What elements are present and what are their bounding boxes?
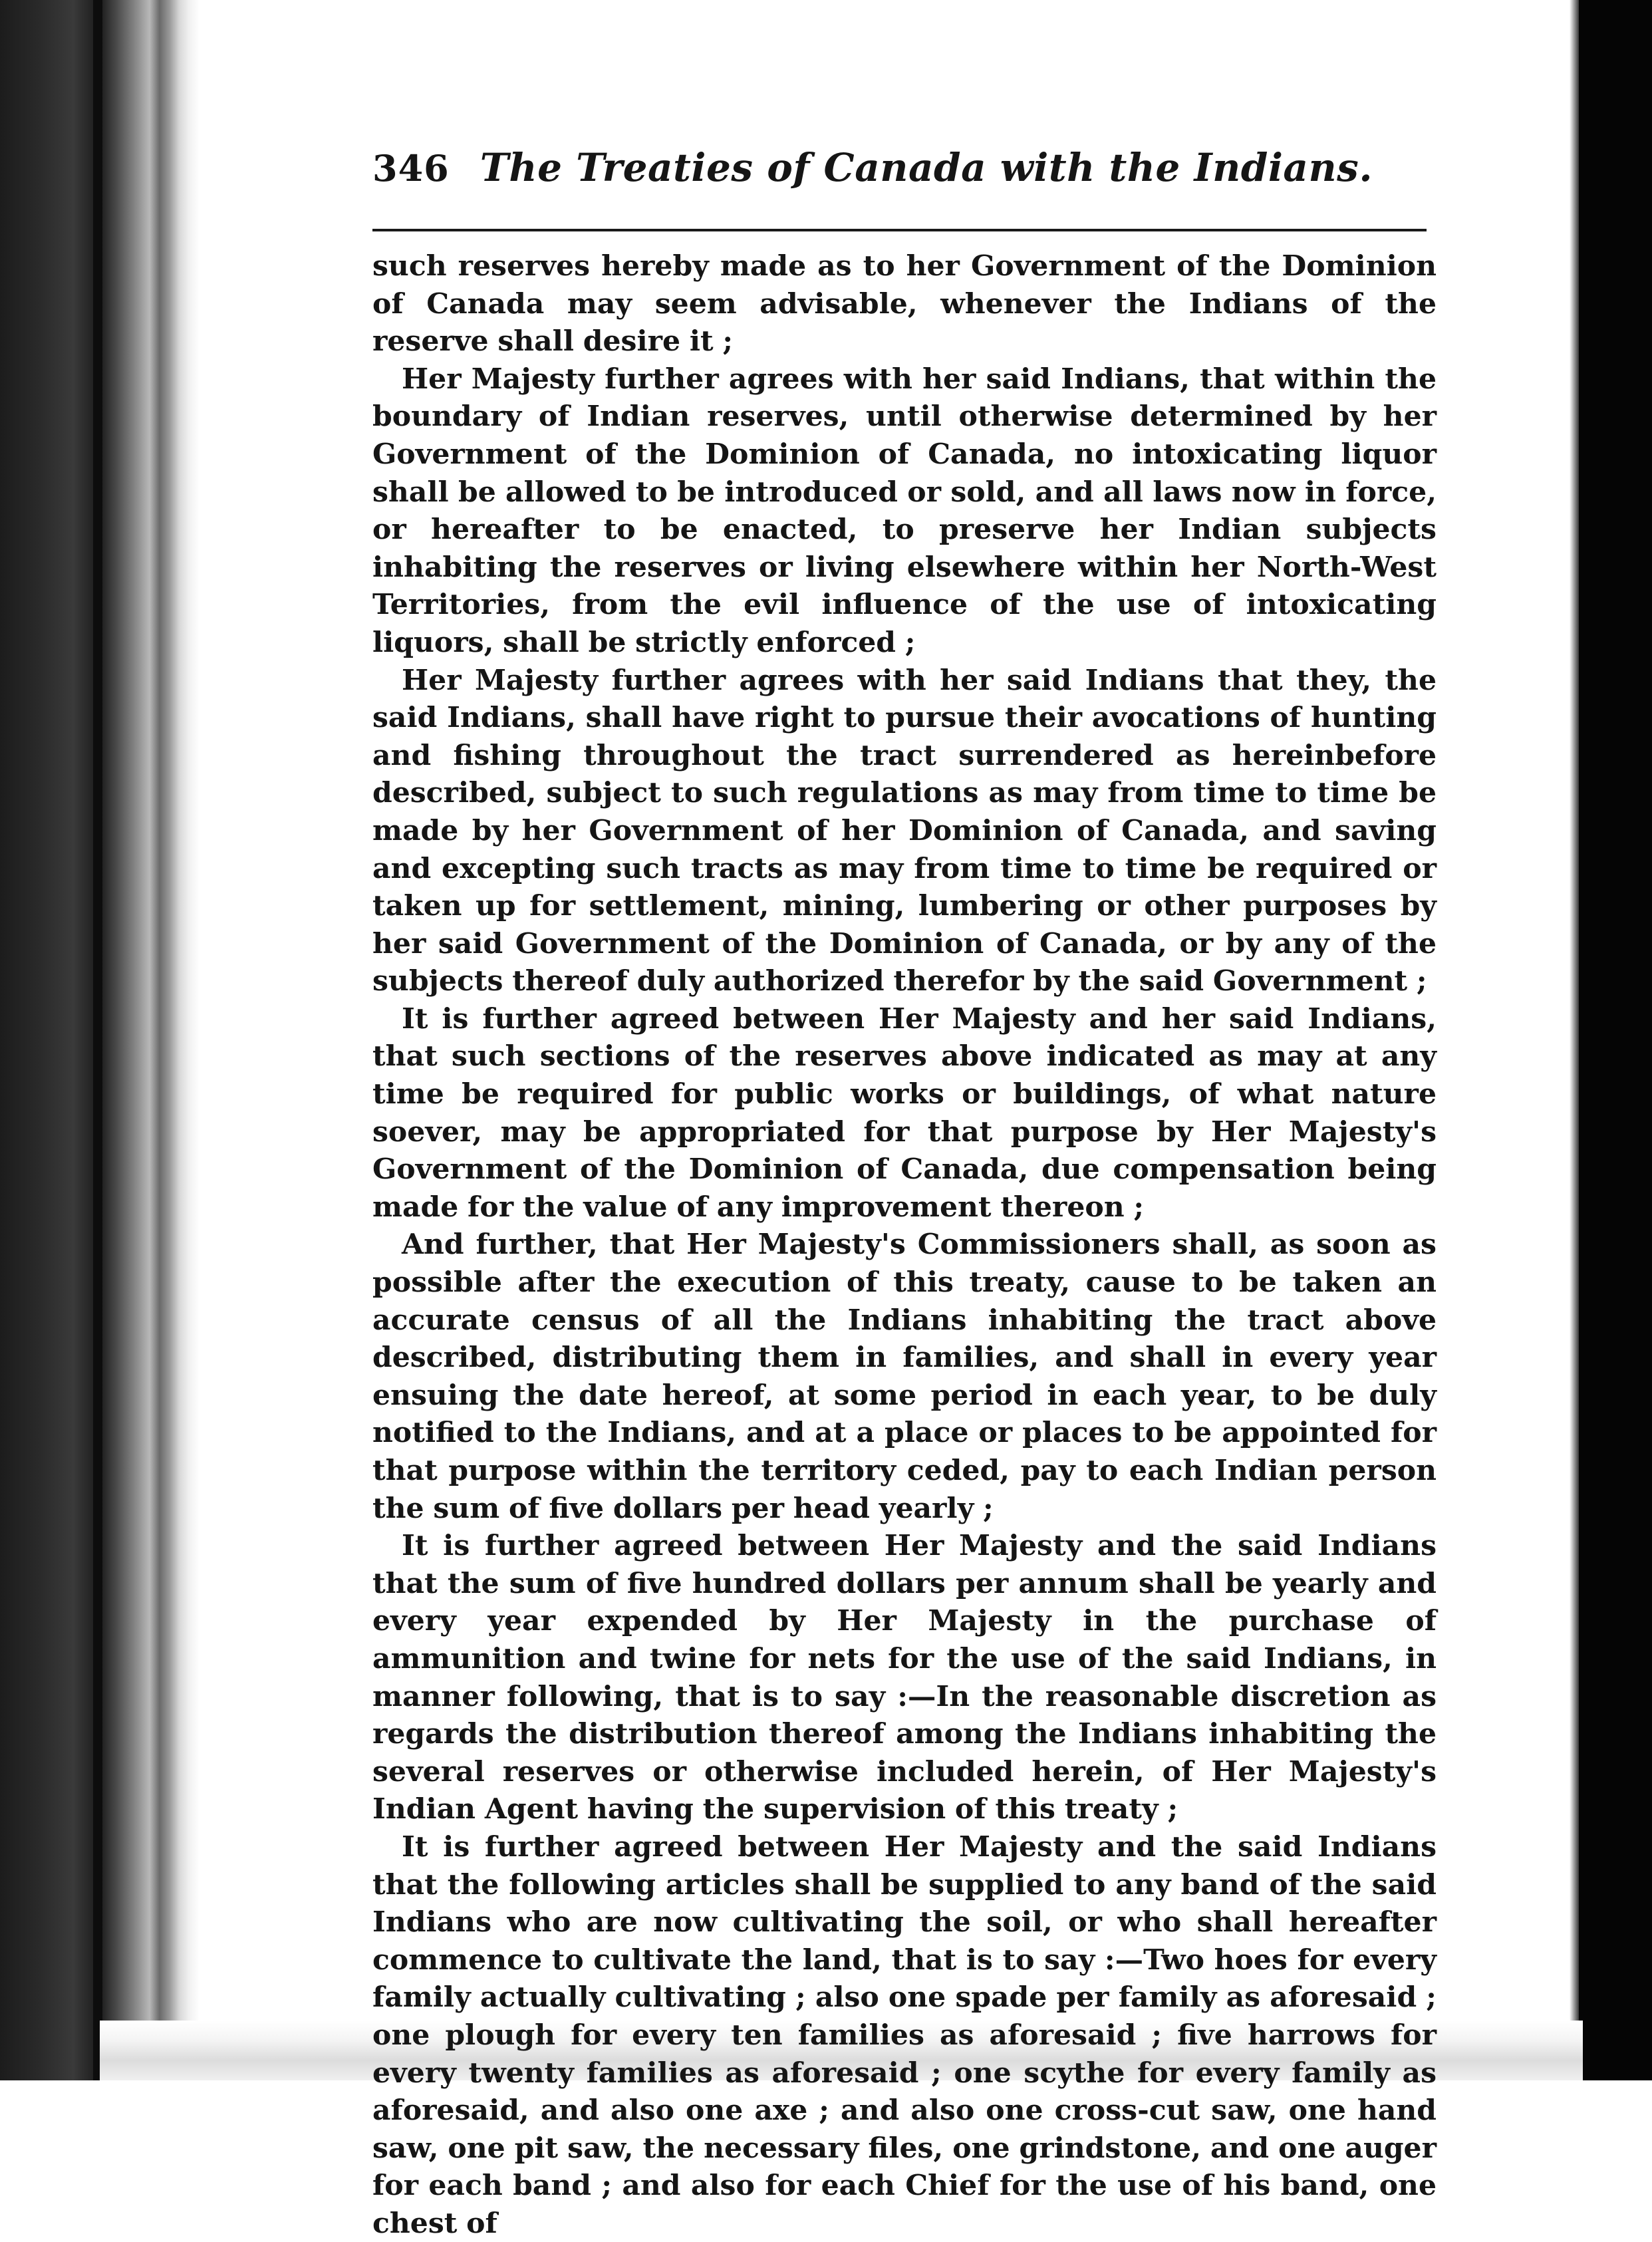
book-spine-edge	[0, 0, 200, 2080]
running-head	[372, 145, 1437, 209]
paragraph-ammunition-twine: It is further agreed between Her Majesty and the said Indians that the sum of five hundred dollars per annum shall be yearly and every year expended by Her Majesty in the purchase of ammunition and twine for nets for the use of the said Indians, in manner following, that is to say :—In the reasonable discretion as regards the distribution thereof among the Indians inhabiting the several reserves or otherwise included herein, of Her Majesty's Indian Agent having the supervision of this treaty ;	[372, 1529, 1437, 1826]
paragraph-hunting-fishing: Her Majesty further agrees with her said Indians that they, the said Indians, shall have right to pursue their avocations of hunting and fishing throughout the tract surrendered as hereinbefore described, subject to such regulations as may from time to time be made by her Government of her Dominion of Canada, and saving and excepting such tracts as may from time to time be required or taken up for settlement, mining, lumbering or other purposes by her said Government of the Dominion of Canada, or by any of the subjects thereof duly authorized therefor by the said Government ;	[372, 663, 1437, 998]
paragraph-census-payment: And further, that Her Majesty's Commissioners shall, as soon as possible after the execution of this treaty, cause to be taken an accurate census of all the Indians inhabiting the tract above described, distributing them in families, and shall in every year ensuing the date hereof, at some period in each year, to be duly notified to the Indians, and at a place or places to be appointed for that purpose within the territory ceded, pay to each Indian person the sum of five dollars per head yearly ;	[372, 1228, 1437, 1525]
running-title: The Treaties of Canada with the Indians.	[480, 145, 1373, 190]
paragraph-continued: such reserves hereby made as to her Government of the Dominion of Canada may seem advisable, whenever the Indians of the reserve shall desire it ;	[372, 249, 1437, 358]
body-text	[372, 247, 1437, 2242]
paragraph-intoxicating-liquor: Her Majesty further agrees with her said Indians, that within the boundary of Indian reserves, until otherwise determined by her Government of the Dominion of Canada, no intoxicating liquor shall be allowed to be introduced or sold, and all laws now in force, or hereafter to be enacted, to preserve her Indian subjects inhabiting the reserves or living elsewhere within her North-West Territories, from the evil influence of the use of intoxicating liquors, shall be strictly enforced ;	[372, 362, 1437, 659]
paragraph-agricultural-articles: It is further agreed between Her Majesty and the said Indians that the following articles shall be supplied to any band of the said Indians who are now cultivating the soil, or who shall hereafter commence to cultivate the land, that is to say :—Two hoes for every family actually cultivating ; also one spade per family as aforesaid ; one plough for every ten families as aforesaid ; five harrows for every twenty families as aforesaid ; one scythe for every family as aforesaid, and also one axe ; and also one cross-cut saw, one hand saw, one pit saw, the necessary files, one grindstone, and one auger for each band ; and also for each Chief for the use of his band, one chest of	[372, 1830, 1437, 2240]
book-page	[372, 145, 1437, 2242]
paragraph-public-works: It is further agreed between Her Majesty and her said Indians, that such sections of the reserves above indicated as may at any time be required for public works or buildings, of what nature soever, may be appropriated for that purpose by Her Majesty's Government of the Dominion of Canada, due compensation being made for the value of any improvement thereon ;	[372, 1002, 1437, 1224]
header-rule	[372, 229, 1427, 231]
scan-right-border	[1579, 0, 1652, 2080]
page-number: 346	[372, 147, 450, 190]
